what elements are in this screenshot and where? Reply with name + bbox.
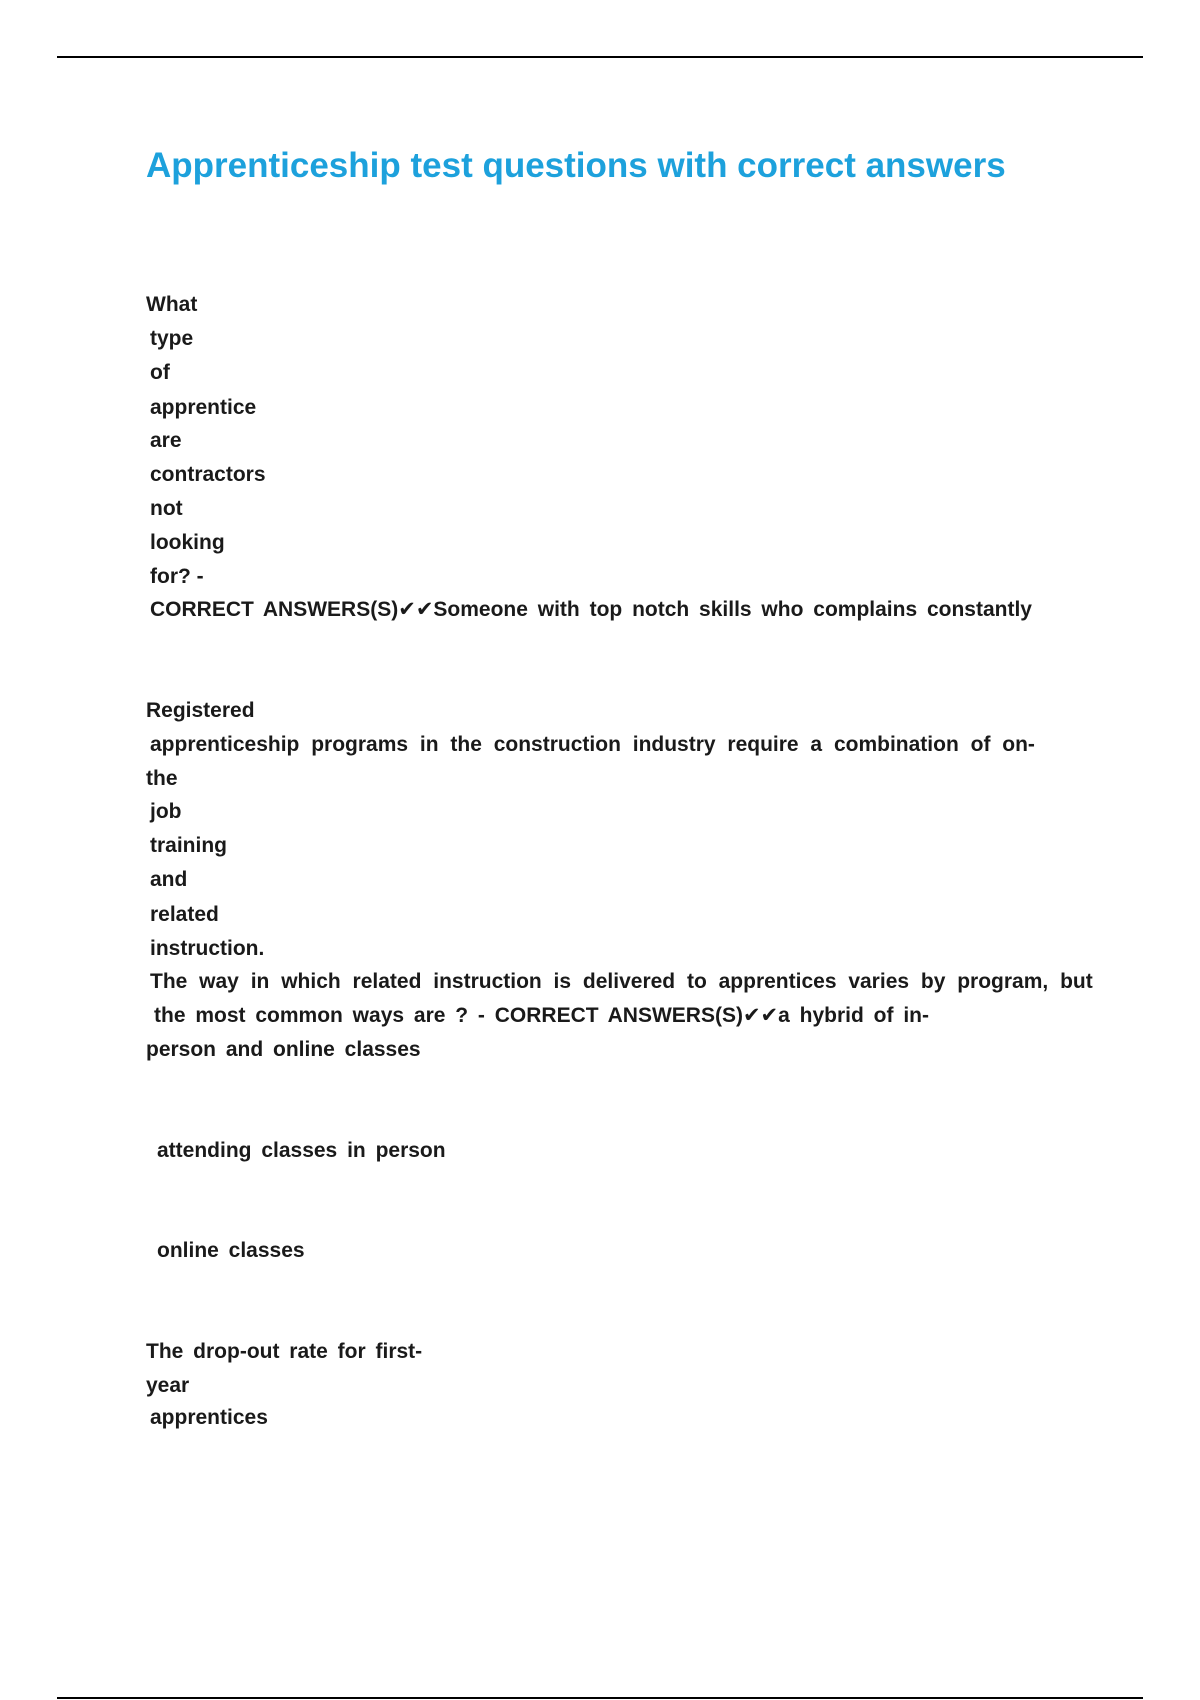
document-title: Apprenticeship test questions with correct answers — [146, 146, 1006, 185]
question-1-line: looking — [150, 531, 225, 554]
bottom-rule — [57, 1697, 1143, 1699]
question-2-line: job — [150, 800, 182, 823]
question-1-line: type — [150, 327, 194, 350]
question-1-line: not — [150, 497, 183, 520]
question-2-line: and — [150, 868, 188, 891]
answer-2-line: person and online classes — [146, 1038, 421, 1061]
question-3-line: year — [146, 1374, 190, 1397]
top-rule — [57, 56, 1143, 58]
question-1-line: apprentice — [150, 396, 257, 419]
question-2-line: instruction. — [150, 937, 265, 960]
question-3-line: The drop-out rate for first- — [146, 1340, 423, 1363]
question-2-line: The way in which related instruction is delivered to apprentices varies by program, but — [150, 970, 1093, 993]
question-2-line: related — [150, 903, 219, 926]
question-1-line: contractors — [150, 463, 266, 486]
question-1-line: What — [146, 293, 198, 316]
question-1-line: for? - — [150, 565, 204, 588]
question-2-line: apprenticeship programs in the construction industry require a combination of on- — [150, 733, 1035, 756]
question-1-line: of — [150, 361, 170, 384]
question-3-line: apprentices — [150, 1406, 268, 1429]
answer-2-line: the most common ways are ? - CORRECT ANSWERS(S)✔✔a hybrid of in- — [154, 1004, 929, 1027]
question-2-line: training — [150, 834, 227, 857]
question-1-line: are — [150, 429, 182, 452]
answer-option: attending classes in person — [157, 1139, 446, 1162]
answer-option: online classes — [157, 1239, 305, 1262]
question-2-line: the — [146, 767, 178, 790]
answer-1-line: CORRECT ANSWERS(S)✔✔Someone with top notch skills who complains constantly — [150, 598, 1032, 621]
question-2-line: Registered — [146, 699, 255, 722]
